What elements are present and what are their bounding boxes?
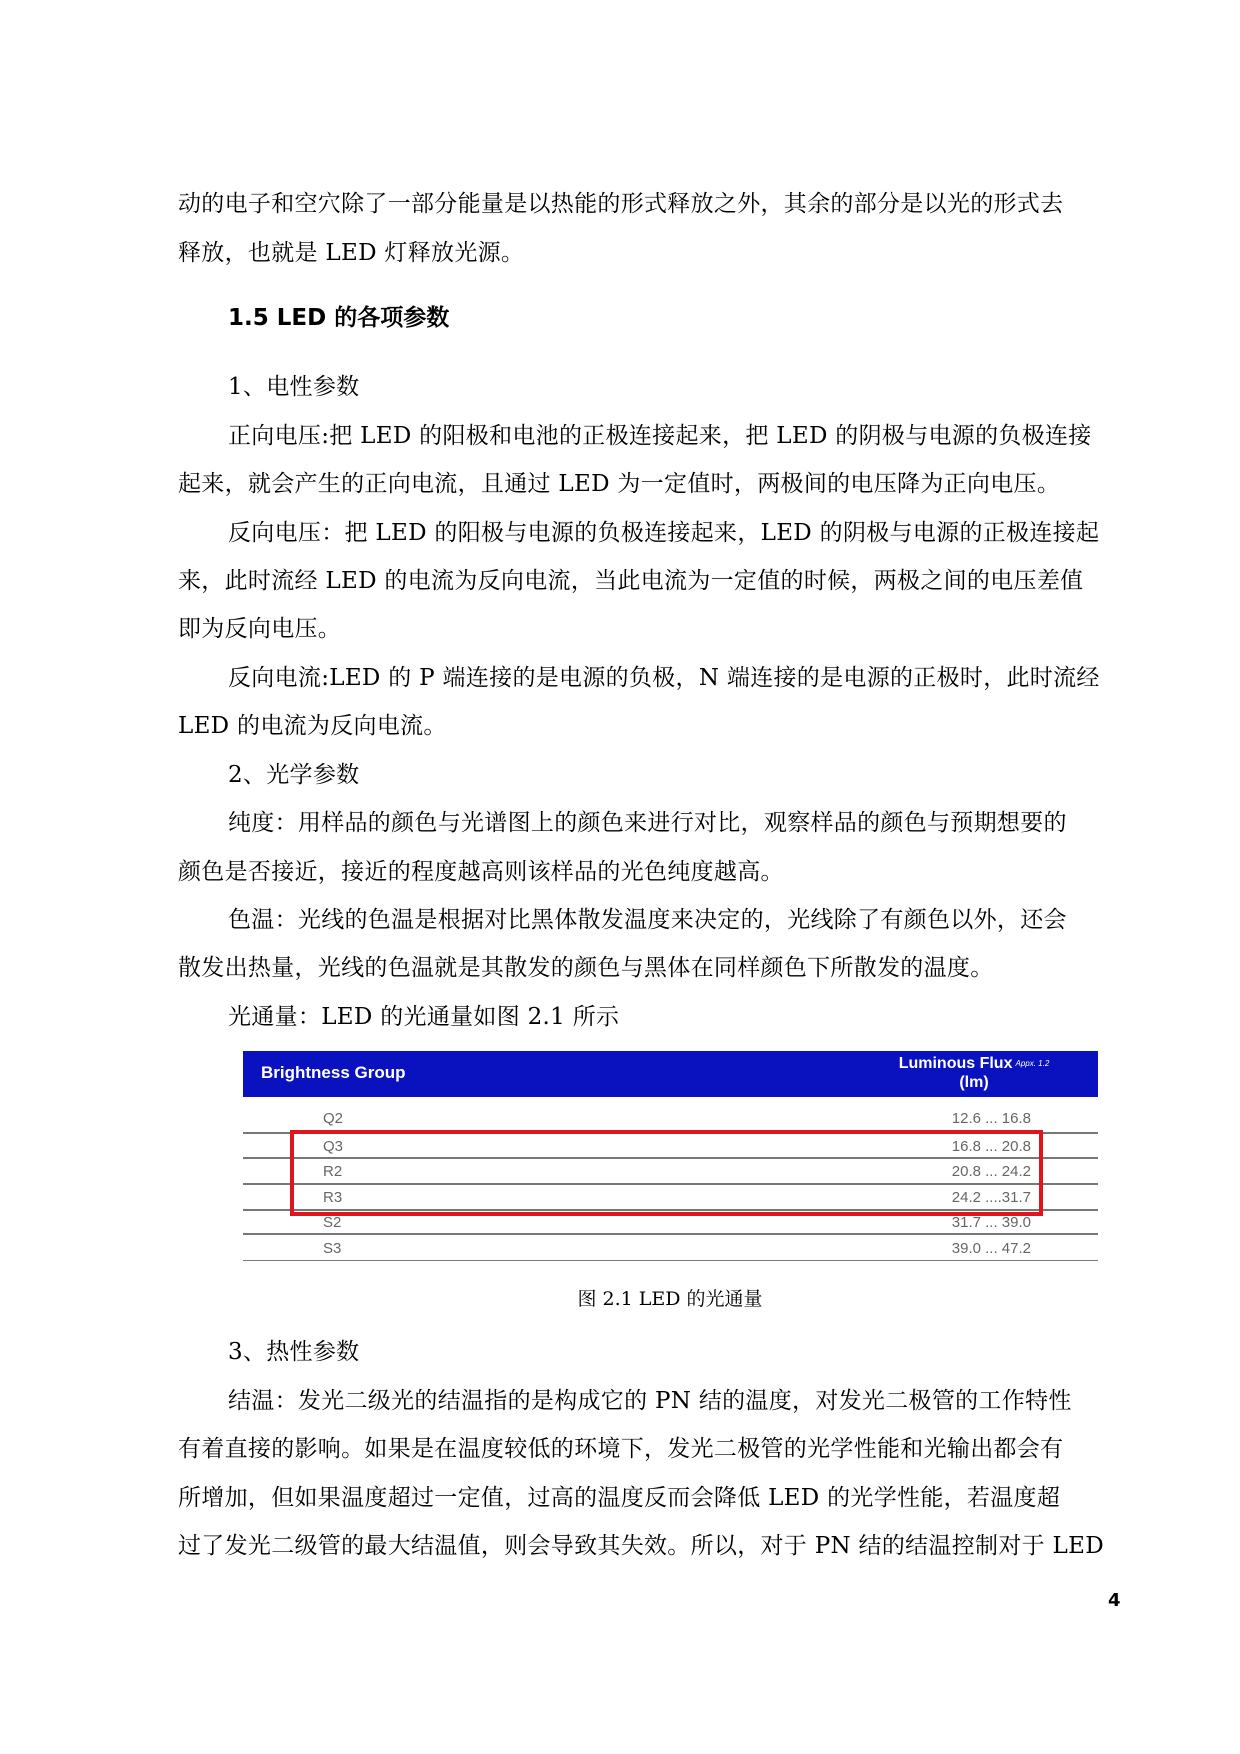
- figure-header: [243, 1051, 1098, 1097]
- header-luminous-flux-label: Luminous Flux: [898, 1055, 1013, 1072]
- paragraph-line: 来，此时流经 LED 的电流为反向电流，当此电流为一定值的时候，两极之间的电压差值: [178, 568, 1084, 594]
- group-cell: S2: [323, 1214, 342, 1231]
- figure-caption: 图 2.1 LED 的光通量: [577, 1288, 763, 1310]
- flux-cell: 20.8 ... 24.2: [951, 1163, 1031, 1180]
- header-brightness-group: Brightness Group: [261, 1063, 406, 1082]
- paragraph-line: 结温：发光二级光的结温指的是构成它的 PN 结的温度，对发光二极管的工作特性: [228, 1388, 1072, 1414]
- group-cell: S3: [323, 1240, 342, 1257]
- paragraph-line: 反向电压：把 LED 的阳极与电源的负极连接起来，LED 的阴极与电源的正极连接起: [228, 520, 1100, 546]
- flux-cell: 16.8 ... 20.8: [951, 1138, 1031, 1155]
- group-cell: R2: [323, 1163, 343, 1180]
- paragraph-line: 即为反向电压。: [178, 616, 342, 642]
- flux-cell: 24.2 ....31.7: [951, 1189, 1031, 1206]
- page-number: 4: [1108, 1590, 1121, 1611]
- subsection-title: 2、光学参数: [228, 762, 360, 788]
- paragraph-line: 动的电子和空穴除了一部分能量是以热能的形式释放之外，其余的部分是以光的形式去: [178, 191, 1064, 217]
- flux-cell: 12.6 ... 16.8: [951, 1110, 1031, 1127]
- row-divider: [243, 1233, 1098, 1235]
- table-row: [243, 1236, 1098, 1262]
- group-cell: Q3: [323, 1138, 344, 1155]
- paragraph-line: 颜色是否接近，接近的程度越高则该样品的光色纯度越高。: [178, 859, 784, 885]
- group-cell: R3: [323, 1189, 343, 1206]
- paragraph-line: 反向电流:LED 的 P 端连接的是电源的负极，N 端连接的是电源的正极时，此时流经: [228, 665, 1100, 691]
- row-divider: [243, 1260, 1098, 1261]
- subsection-title: 3、热性参数: [228, 1339, 360, 1365]
- paragraph-line: 起来，就会产生的正向电流，且通过 LED 为一定值时，两极间的电压降为正向电压。: [178, 471, 1061, 497]
- header-unit: (lm): [959, 1074, 989, 1091]
- highlight-box: [290, 1130, 1043, 1216]
- paragraph-line: 有着直接的影响。如果是在温度较低的环境下，发光二极管的光学性能和光输出都会有: [178, 1436, 1064, 1462]
- header-footnote: Appx. 1.2: [1015, 1059, 1050, 1068]
- table-row: [243, 1106, 1098, 1132]
- paragraph-line: 纯度：用样品的颜色与光谱图上的颜色来进行对比，观察样品的颜色与预期想要的: [228, 810, 1067, 836]
- flux-cell: 31.7 ... 39.0: [951, 1214, 1031, 1231]
- paragraph-line: 光通量：LED 的光通量如图 2.1 所示: [228, 1004, 620, 1030]
- group-cell: Q2: [323, 1110, 344, 1127]
- section-heading: 1.5 LED 的各项参数: [228, 305, 450, 331]
- subsection-title: 1、电性参数: [228, 374, 360, 400]
- header-luminous-flux: [864, 1054, 1084, 1092]
- paragraph-line: 过了发光二级管的最大结温值，则会导致其失效。所以，对于 PN 结的结温控制对于 LED: [178, 1533, 1104, 1559]
- paragraph-line: 散发出热量，光线的色温就是其散发的颜色与黑体在同样颜色下所散发的温度。: [178, 955, 994, 981]
- paragraph-line: 所增加，但如果温度超过一定值，过高的温度反而会降低 LED 的光学性能，若温度超: [178, 1485, 1061, 1511]
- paragraph-line: 色温：光线的色温是根据对比黑体散发温度来决定的，光线除了有颜色以外，还会: [228, 907, 1067, 933]
- flux-cell: 39.0 ... 47.2: [951, 1240, 1031, 1257]
- paragraph-line: LED 的电流为反向电流。: [178, 713, 447, 739]
- paragraph-line: 释放，也就是 LED 灯释放光源。: [178, 240, 525, 266]
- paragraph-line: 正向电压:把 LED 的阳极和电池的正极连接起来，把 LED 的阴极与电源的负极连接: [228, 423, 1092, 449]
- luminous-flux-figure: [243, 1051, 1098, 1261]
